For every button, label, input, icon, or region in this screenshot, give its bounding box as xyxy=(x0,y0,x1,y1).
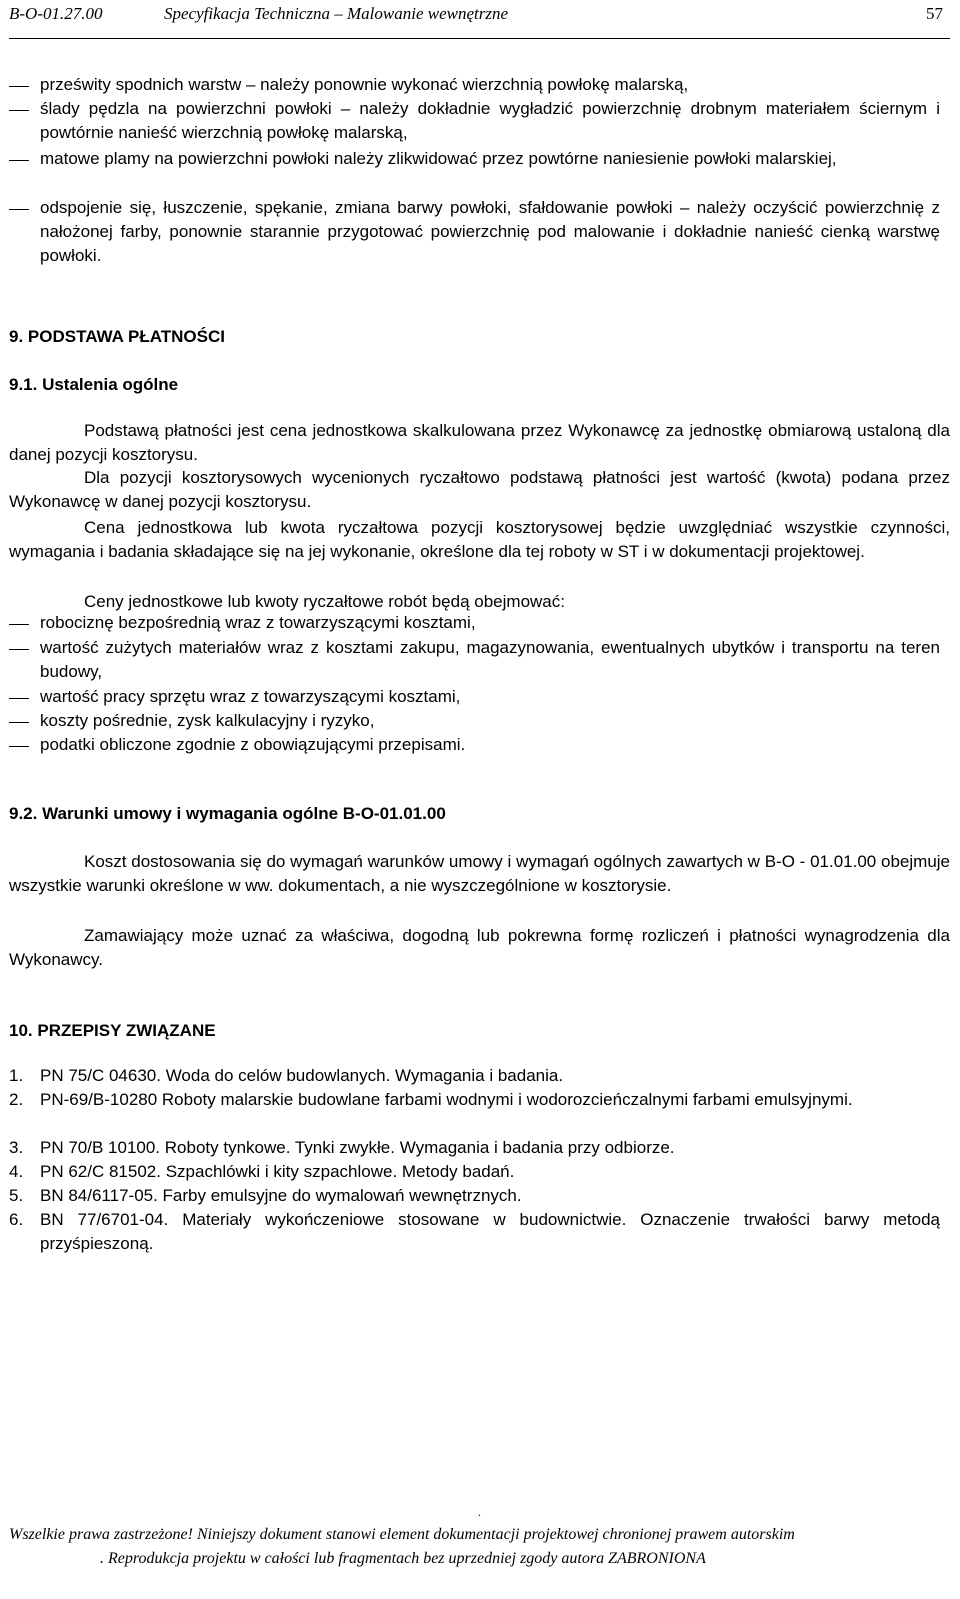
list-dash xyxy=(9,86,29,87)
list-dash xyxy=(9,209,29,210)
list-item: robociznę bezpośrednią wraz z towarzyszącymi kosztami, xyxy=(40,613,476,632)
paragraph: Cena jednostkowa lub kwota ryczałtowa pozycji kosztorysowej będzie uwzględniać wszystkie czynności, wymagania i badania składające się na jej wykonanie, określone dla tej roboty w ST i w dokumentacji projektowej. xyxy=(9,518,950,561)
reference-number: 5. xyxy=(9,1186,24,1205)
paragraph: Dla pozycji kosztorysowych wycenionych ryczałtowo podstawą płatności jest wartość (kwota) podana przez Wykonawcę w danej pozycji kosztorysu. xyxy=(9,468,950,511)
page-number: 57 xyxy=(926,4,943,23)
list-item: koszty pośrednie, zysk kalkulacyjny i ryzyko, xyxy=(40,711,375,730)
subsection-heading: 9.2. Warunki umowy i wymagania ogólne B-O-01.01.00 xyxy=(9,804,446,823)
document-title: Specyfikacja Techniczna – Malowanie wewnętrzne xyxy=(164,4,509,23)
list-item: odspojenie się, łuszczenie, spękanie, zmiana barwy powłoki, sfałdowanie powłoki – należy oczyścić powierzchnię z nałożonej farby, ponownie starannie przygotować powierzchnię pod malowanie i dokładnie nanieść cienką warstwę powłoki. xyxy=(40,198,940,265)
footer-reproduction-notice: . Reprodukcja projektu w całości lub fragmentach bez uprzedniej zgody autora ZABRONIONA xyxy=(100,1550,706,1567)
reference-number: 2. xyxy=(9,1090,24,1109)
reference-number: 4. xyxy=(9,1162,24,1181)
list-dash xyxy=(9,698,29,699)
page-header xyxy=(9,4,950,39)
footer-copyright: Wszelkie prawa zastrzeżone! Niniejszy dokument stanowi element dokumentacji projektowej chronionej prawem autorskim xyxy=(9,1526,795,1543)
list-dash xyxy=(9,160,29,161)
paragraph: Ceny jednostkowe lub kwoty ryczałtowe robót będą obejmować: xyxy=(84,592,565,611)
section-heading: 10. PRZEPISY ZWIĄZANE xyxy=(9,1021,216,1040)
reference-text: PN 62/C 81502. Szpachlówki i kity szpachlowe. Metody badań. xyxy=(40,1162,515,1181)
reference-number: 1. xyxy=(9,1066,24,1085)
reference-number: 6. xyxy=(9,1210,24,1229)
paragraph: Zamawiający może uznać za właściwa, dogodną lub pokrewna formę rozliczeń i płatności wynagrodzenia dla Wykonawcy. xyxy=(9,926,950,969)
list-dash xyxy=(9,624,29,625)
reference-number: 3. xyxy=(9,1138,24,1157)
reference-text: BN 84/6117-05. Farby emulsyjne do wymalowań wewnętrznych. xyxy=(40,1186,522,1205)
list-item: wartość zużytych materiałów wraz z kosztami zakupu, magazynowania, ewentualnych ubytków i transportu na teren budowy, xyxy=(40,638,940,681)
list-item: ślady pędzla na powierzchni powłoki – należy dokładnie wygładzić powierzchnię drobnym materiałem ściernym i powtórnie nanieść wierzchnią powłokę malarską, xyxy=(40,99,940,142)
footer-dot: . xyxy=(478,1505,481,1519)
subsection-heading: 9.1. Ustalenia ogólne xyxy=(9,375,179,394)
list-item: podatki obliczone zgodnie z obowiązującymi przepisami. xyxy=(40,735,466,754)
list-item: matowe plamy na powierzchni powłoki należy zlikwidować przez powtórne naniesienie powłoki malarskiej, xyxy=(40,149,837,168)
list-dash xyxy=(9,722,29,723)
list-dash xyxy=(9,746,29,747)
reference-text: PN 75/C 04630. Woda do celów budowlanych. Wymagania i badania. xyxy=(40,1066,564,1085)
section-heading: 9. PODSTAWA PŁATNOŚCI xyxy=(9,327,225,346)
paragraph: Podstawą płatności jest cena jednostkowa skalkulowana przez Wykonawcę za jednostkę obmiarową ustaloną dla danej pozycji kosztorysu. xyxy=(9,421,950,464)
reference-text: PN 70/B 10100. Roboty tynkowe. Tynki zwykłe. Wymagania i badania przy odbiorze. xyxy=(40,1138,675,1157)
list-dash xyxy=(9,649,29,650)
list-dash xyxy=(9,110,29,111)
list-item: wartość pracy sprzętu wraz z towarzyszącymi kosztami, xyxy=(40,687,461,706)
paragraph: Koszt dostosowania się do wymagań warunków umowy i wymagań ogólnych zawartych w B-O - 01.01.00 obejmuje wszystkie warunki określone w ww. dokumentach, a nie wyszczególnione w kosztorysie. xyxy=(9,852,950,895)
reference-text: BN 77/6701-04. Materiały wykończeniowe stosowane w budownictwie. Oznaczenie trwałości barwy metodą przyśpieszoną. xyxy=(40,1210,940,1253)
list-item: prześwity spodnich warstw – należy ponownie wykonać wierzchnią powłokę malarską, xyxy=(40,75,689,94)
document-code: B-O-01.27.00 xyxy=(9,4,103,23)
reference-text: PN-69/B-10280 Roboty malarskie budowlane farbami wodnymi i wodorozcieńczalnymi farbami emulsyjnymi. xyxy=(40,1090,853,1109)
